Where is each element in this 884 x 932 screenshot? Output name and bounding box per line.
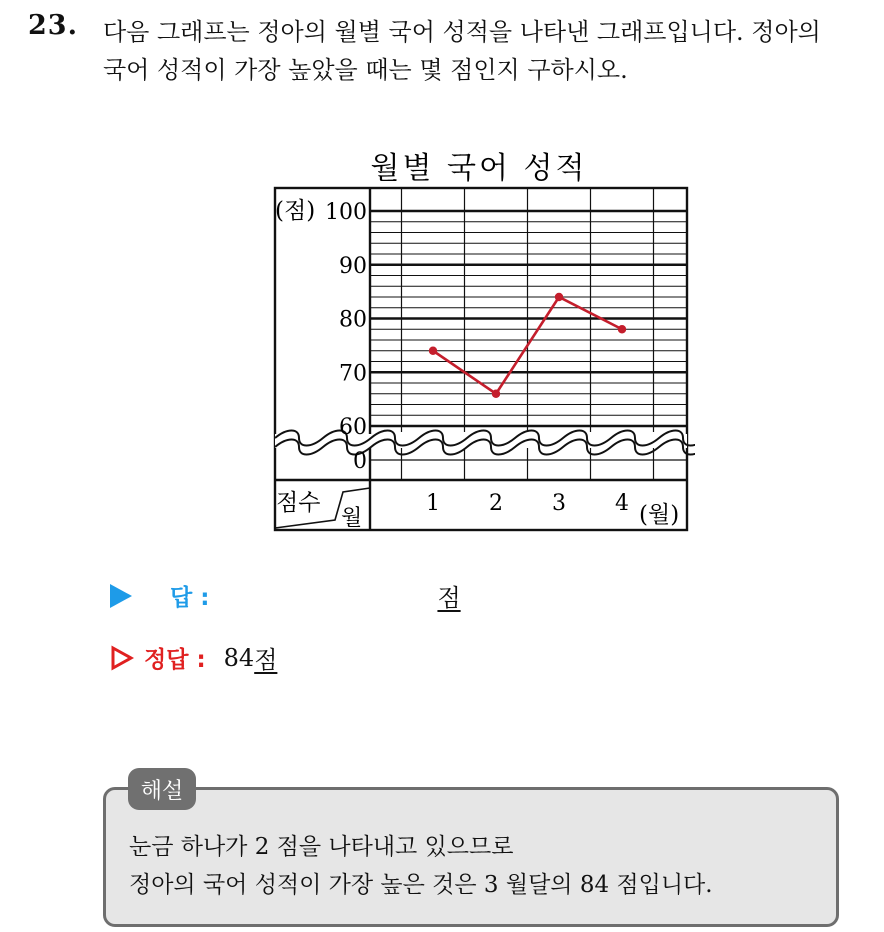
question-text-line-1: 다음 그래프는 정아의 월별 국어 성적을 나타낸 그래프입니다. 정아의 [103,18,821,46]
corner-label-score: 점수 [276,490,321,516]
play-triangle-icon [110,584,132,608]
y-tick-label: 70 [339,361,367,387]
x-tick-label: 2 [489,491,503,516]
x-tick-label: 3 [552,491,566,516]
y-tick-label: 0 [353,449,367,474]
y-axis-label: (점) [275,198,316,224]
y-tick-label: 90 [339,253,367,279]
chart-frame [275,188,687,530]
correct-answer-unit: 점 [254,646,278,674]
data-point [429,347,437,355]
correct-answer-label: 정답 : [144,647,206,673]
correct-answer-value: 84 [223,643,255,672]
explanation-line-2: 정아의 국어 성적이 가장 높은 것은 3 월달의 84 점입니다. [129,872,713,898]
answer-label: 답 : [170,585,210,611]
data-point [618,325,626,333]
y-tick-label: 80 [339,307,367,333]
explanation-line-1: 눈금 하나가 2 점을 나타내고 있으므로 [129,834,514,860]
question-text-line-2: 국어 성적이 가장 높았을 때는 몇 점인지 구하시오. [103,56,628,84]
x-axis-label: (월) [639,502,680,528]
chart-title: 월별 국어 성적 [370,151,588,186]
axis-break-gap [275,434,687,448]
explanation-tag: 해설 [128,768,196,810]
line-chart [255,140,695,540]
correct-answer-row [110,640,277,675]
data-point [555,293,563,301]
x-tick-label: 1 [426,491,440,516]
chart-border [275,188,687,530]
y-tick-label: 60 [339,415,367,440]
outline-triangle-icon [110,645,134,671]
answer-unit: 점 [437,584,461,612]
answer-row [110,578,461,613]
data-point [492,390,500,398]
axis-break [275,431,695,455]
x-tick-label: 4 [615,491,629,516]
corner-label-month: 월 [341,506,363,531]
question-number: 23. [28,10,78,41]
y-tick-label: 100 [325,200,367,225]
